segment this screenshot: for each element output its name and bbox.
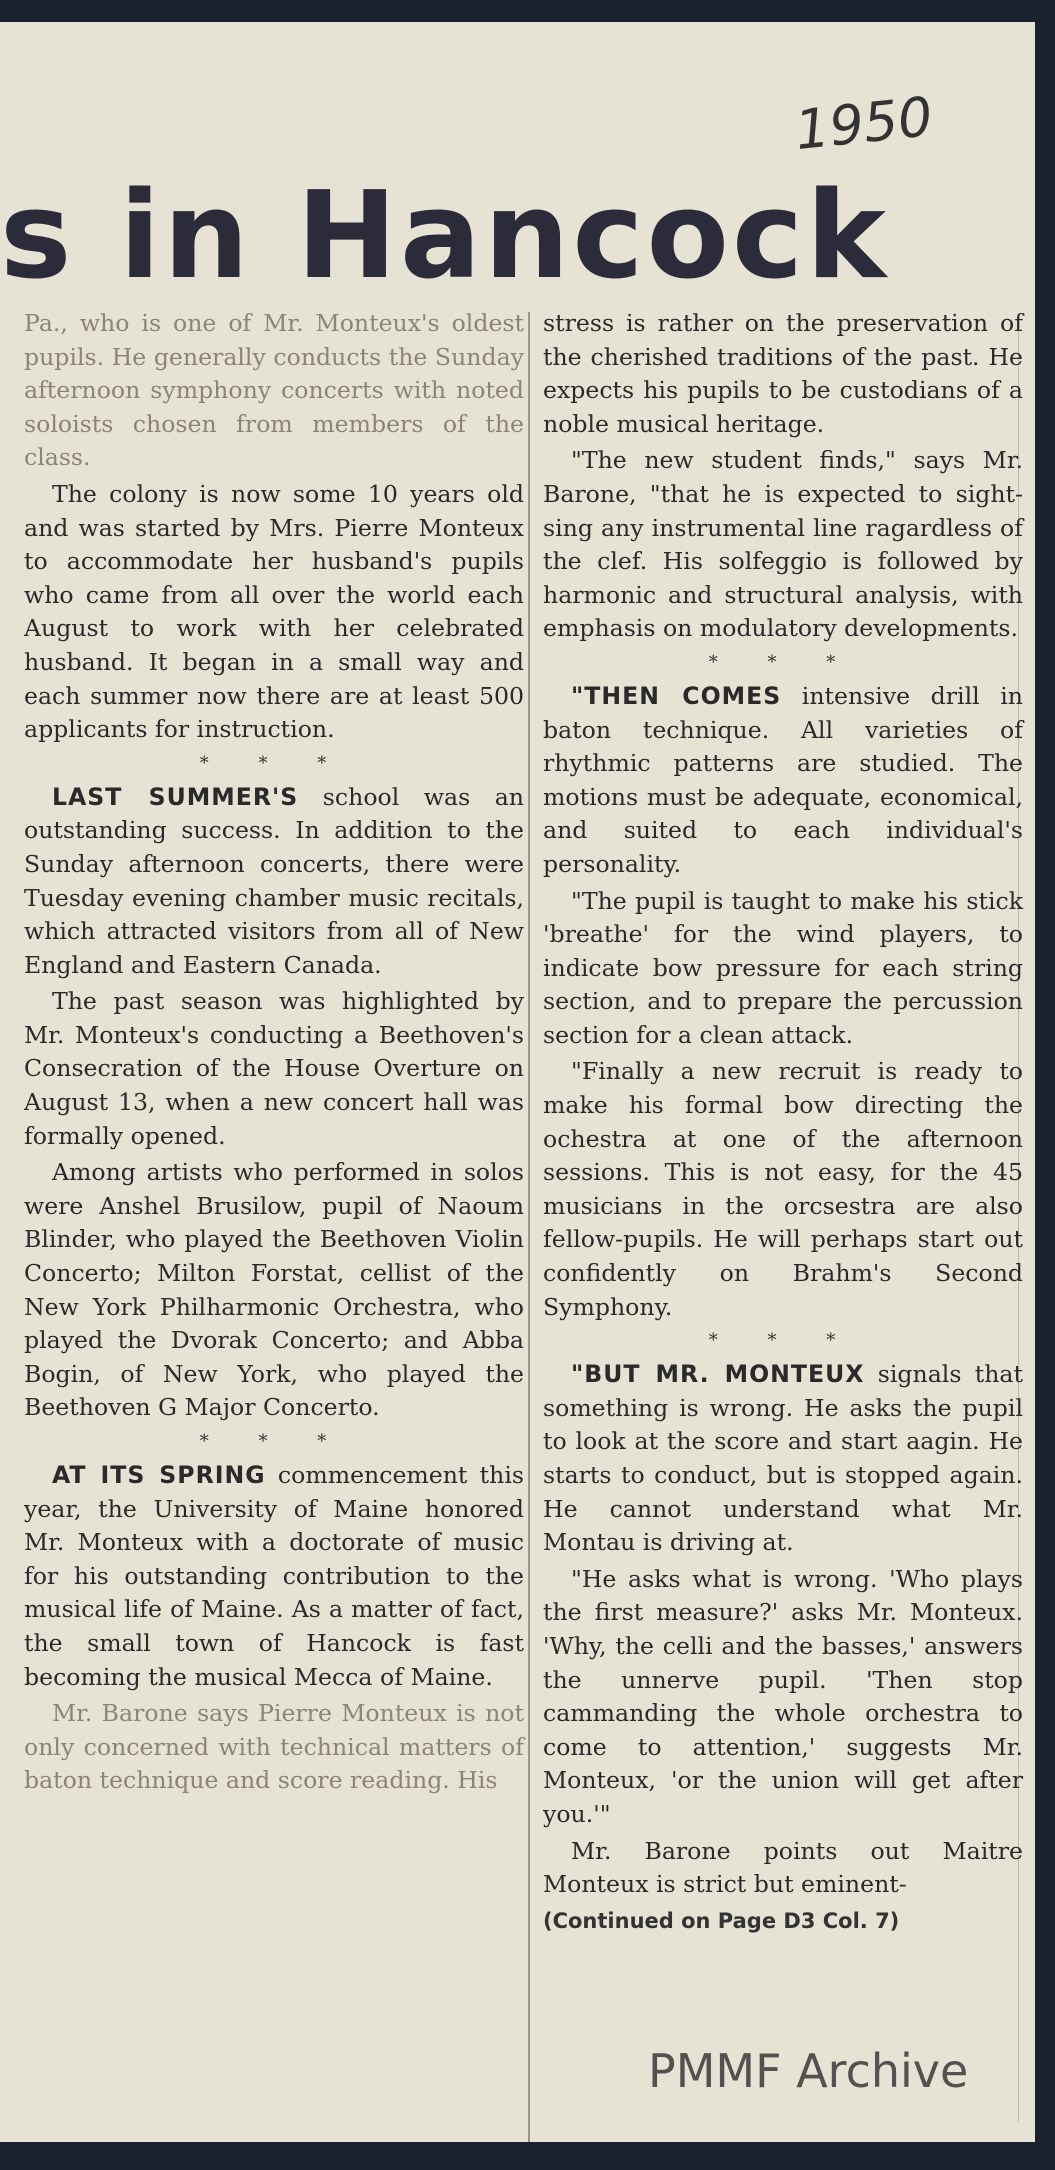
- section-break: * * *: [708, 1330, 858, 1352]
- paragraph: The past season was highlighted by Mr. Monteux's conducting a Beethoven's Consecration of the House Overture on August 13, when a new concert hall was formally opened.: [24, 987, 524, 1150]
- paragraph-text: intensive drill in baton technique. All varieties of rhythmic patterns are studied. The motions must be adequate, economical, and suited to each individual's personality.: [543, 681, 1023, 878]
- paragraph-text: commencement this year, the University of Maine honored Mr. Monteux with a doctorate of music for his outstanding contribution to the musical life of Maine. As a matter of fact, the small town of Hancock is fast becoming the musical Mecca of Maine.: [24, 1461, 524, 1691]
- paragraph: Among artists who performed in solos were Anshel Brusilow, pupil of Naoum Blinder, who played the Beethoven Violin Concerto; Milton Forstat, cellist of the New York Philharmonic Orchestra, who played the Dvorak Concerto; and Abba Bogin, of New York, who played the Beethoven G Major Concerto.: [24, 1158, 524, 1422]
- paragraph: "He asks what is wrong. 'Who plays the first measure?' asks Mr. Monteux. 'Why, the celli and the basses,' answers the unnerve pupil. 'Then stop cammanding the whole orchestra to come to attention,' suggests Mr. Monteux, 'or the union will get after you.'": [543, 1564, 1023, 1828]
- paragraph: The colony is now some 10 years old and was started by Mrs. Pierre Monteux to accommodate her husband's pupils who came from all over the world each August to work with her celebrated husband. It began in a small way and each summer now there are at least 500 applicants for instruction.: [24, 479, 524, 744]
- paragraph: [543, 680, 1023, 882]
- paragraph: [24, 781, 524, 983]
- headline: s in Hancock: [0, 167, 889, 306]
- section-break: * * *: [708, 651, 858, 673]
- section-break: * * *: [199, 752, 349, 774]
- paragraph-text: signals that something is wrong. He asks the pupil to look at the score and start aagin. He starts to conduct, but is stopped again. He cannot understand what Mr. Montau is driving at.: [543, 1360, 1023, 1557]
- lead-in: "BUT MR. MONTEUX: [571, 1360, 865, 1389]
- lead-in: AT ITS SPRING: [52, 1461, 266, 1489]
- right-column: [543, 307, 1023, 1941]
- paragraph: [543, 1358, 1023, 1560]
- paragraph: stress is rather on the preservation of the cherished traditions of the past. He expects his pupils to be custodians of a noble musical heritage.: [543, 309, 1023, 438]
- paragraph: Mr. Barone points out Maitre Monteux is strict but eminent-: [543, 1836, 1023, 1899]
- paragraph: [24, 1459, 524, 1694]
- lead-in: LAST SUMMER'S: [52, 782, 299, 811]
- lead-in: "THEN COMES: [571, 681, 782, 710]
- continued-note: (Continued on Page D3 Col. 7): [543, 1908, 900, 1933]
- paragraph: "The pupil is taught to make his stick 'breathe' for the wind players, to indicate bow pressure for each string section, and to prepare the percussion section for a clean attack.: [543, 886, 1023, 1049]
- section-break: * * *: [199, 1431, 349, 1452]
- left-column: [24, 307, 524, 1801]
- paragraph: Pa., who is one of Mr. Monteux's oldest pupils. He generally conducts the Sunday afternoon symphony concerts with noted soloists chosen from members of the class.: [24, 309, 524, 472]
- archive-watermark: PMMF Archive: [648, 2044, 969, 2098]
- paragraph: "Finally a new recruit is ready to make his formal bow directing the ochestra at one of the afternoon sessions. This is not easy, for the 45 musicians in the orcsestra are also fellow-pupils. He will perhaps start out confidently on Brahm's Second Symphony.: [543, 1057, 1023, 1321]
- paragraph: Mr. Barone says Pierre Monteux is not only concerned with technical matters of baton technique and score reading. His: [24, 1699, 524, 1795]
- newspaper-clipping: [0, 22, 1035, 2142]
- paragraph: "The new student finds," says Mr. Barone, "that he is expected to sight-sing any instrumental line ragardless of the clef. His solfeggio is followed by harmonic and structural analysis, with emphasis on modulatory developments.: [543, 446, 1023, 643]
- handwritten-year: 1950: [792, 84, 936, 163]
- paragraph-text: school was an outstanding success. In addition to the Sunday afternoon concerts, there were Tuesday evening chamber music recitals, which attracted visitors from all of New England and Eastern Canada.: [24, 782, 524, 979]
- column-rule: [528, 312, 530, 2142]
